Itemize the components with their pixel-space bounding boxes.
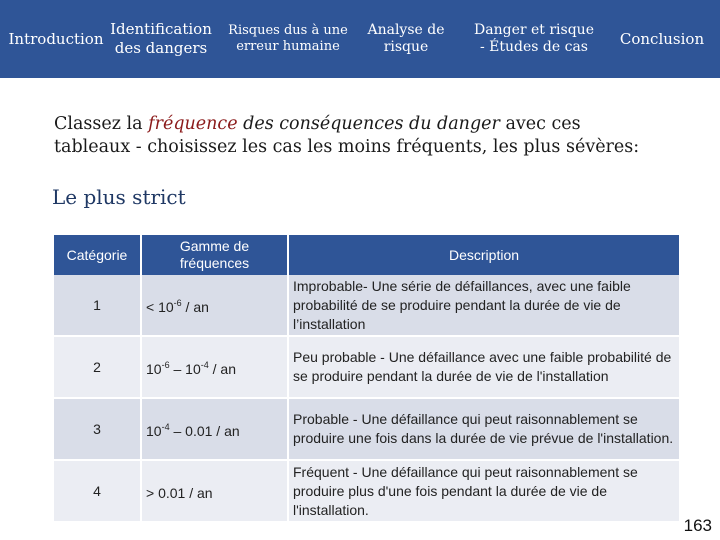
nav-analyse-de-risque[interactable]: Analyse de risque xyxy=(367,21,445,55)
nav-identification-des-dangers[interactable]: Identification des dangers xyxy=(110,20,212,57)
description-cell: Peu probable - Une défaillance avec une faible probabilité de se produire pendant la durée de vie de l'installation xyxy=(288,336,679,398)
category-cell: 4 xyxy=(54,460,141,522)
nav-introduction[interactable]: Introduction xyxy=(8,29,104,48)
instruction-text: Classez la fréquence des conséquences du danger avec ces tableaux - choisissez les cas les moins fréquents, les plus sévères: xyxy=(54,114,640,157)
frequency-table xyxy=(54,235,679,523)
table-header-row xyxy=(54,235,679,275)
header-frequency-range: Gamme de fréquences xyxy=(141,235,288,275)
nav-conclusion[interactable]: Conclusion xyxy=(619,29,705,48)
description-cell: Fréquent - Une défaillance qui peut raisonnablement se produire plus d'une fois pendant la durée de vie de l'installation. xyxy=(288,460,679,522)
table-row xyxy=(54,398,679,460)
frequency-range-cell: $10^{-6} - 10^{-4}$ / an xyxy=(141,336,288,398)
subtitle: Le plus strict xyxy=(52,185,186,209)
header-category: Catégorie xyxy=(54,235,141,275)
description-cell: Improbable- Une série de défaillances, avec une faible probabilité de se produire pendant la durée de vie de l’installation xyxy=(288,275,679,336)
header-description: Description xyxy=(288,235,679,275)
frequency-range-cell: < $10^{-6}$ / an xyxy=(141,275,288,336)
category-cell: 3 xyxy=(54,398,141,460)
frequency-range-cell: $10^{-4} - 0.01$ / an xyxy=(141,398,288,460)
nav-risques-erreur-humaine[interactable]: Risques dus à une erreur humaine xyxy=(228,22,348,54)
page-number: 163 xyxy=(683,516,712,535)
table-row xyxy=(54,460,679,522)
category-cell: 2 xyxy=(54,336,141,398)
table-row xyxy=(54,336,679,398)
category-cell: 1 xyxy=(54,275,141,336)
nav-danger-et-risque-etudes[interactable]: Danger et risque - Études de cas xyxy=(474,21,594,55)
frequency-range-cell: > 0.01 / an xyxy=(141,460,288,522)
description-cell: Probable - Une défaillance qui peut raisonnablement se produire une fois dans la durée de vie prévue de l'installation. xyxy=(288,398,679,460)
top-navigation-bar xyxy=(0,0,720,78)
emphasis-frequence: fréquence xyxy=(148,114,238,134)
table-row xyxy=(54,275,679,336)
emphasis-consequences: des conséquences du danger xyxy=(237,114,500,134)
